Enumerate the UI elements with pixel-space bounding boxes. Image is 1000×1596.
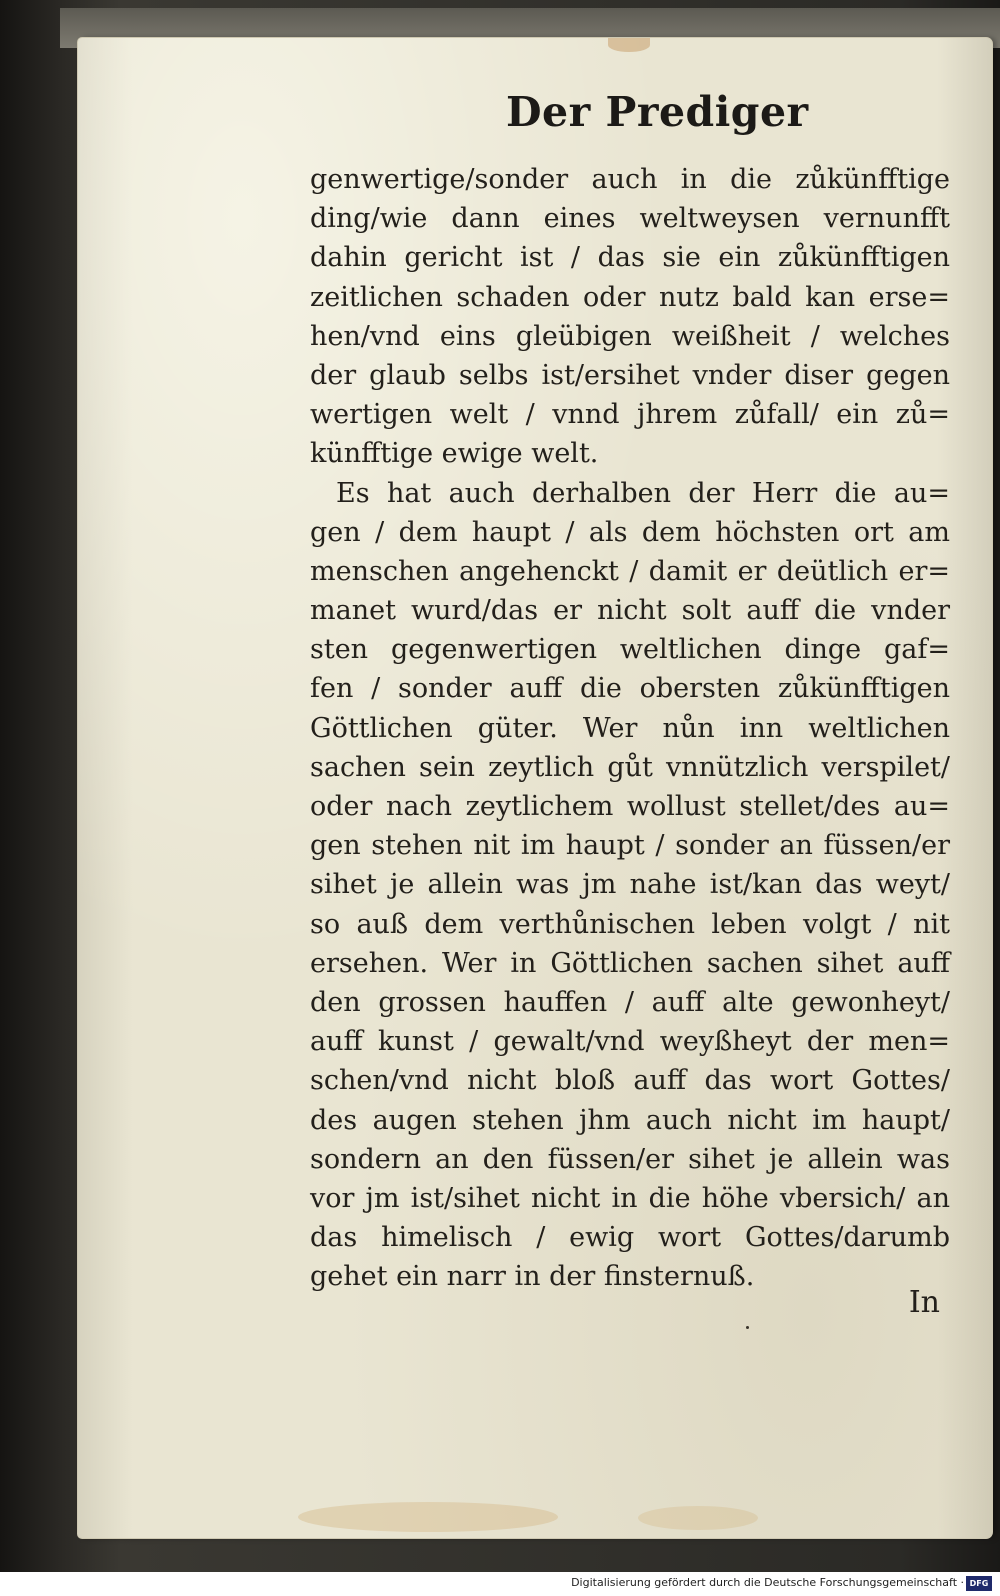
text-line: sihet je allein was jm nahe ist/kan das weyt/ bbox=[310, 869, 950, 901]
text-line: Göttlichen güter. Wer nůn inn weltlichen bbox=[310, 712, 950, 744]
page-stain-top bbox=[608, 38, 650, 52]
text-line: des augen stehen jhm auch nicht im haupt/ bbox=[310, 1104, 950, 1136]
catchword: In bbox=[908, 1285, 940, 1320]
text-line: genwertige/sonder auch in die zůkünfftige bbox=[310, 164, 950, 195]
running-head: Der Prediger bbox=[506, 88, 809, 136]
text-line: schen/vnd nicht bloß auff das wort Gottes/ bbox=[310, 1065, 950, 1097]
text-line: menschen angehenckt / damit er deütlich er= bbox=[310, 555, 950, 587]
text-line: ding/wie dann eines weltweysen vernunfft bbox=[310, 203, 950, 235]
text-line: auff kunst / gewalt/vnd weyßheyt der men= bbox=[310, 1026, 950, 1058]
text-line: manet wurd/das er nicht solt auff die vnder bbox=[310, 595, 950, 627]
ink-speck bbox=[746, 1326, 749, 1329]
text-line: der glaub selbs ist/ersihet vnder diser gegen bbox=[310, 359, 950, 391]
text-line: das himelisch / ewig wort Gottes/darumb bbox=[310, 1222, 950, 1254]
page-stain-bottom-right bbox=[638, 1506, 758, 1530]
text-line: zeitlichen schaden oder nutz bald kan erse= bbox=[310, 281, 950, 313]
text-line: Es hat auch derhalben der Herr die au= bbox=[336, 477, 950, 509]
text-line: so auß dem verthůnischen leben volgt / nit bbox=[310, 908, 950, 940]
page-stain-bottom bbox=[298, 1502, 558, 1532]
text-line: sachen sein zeytlich gůt vnnützlich verspilet/ bbox=[310, 751, 950, 783]
text-line: ersehen. Wer in Göttlichen sachen sihet auff bbox=[310, 947, 950, 979]
text-line: gen / dem haupt / als dem höchsten ort am bbox=[310, 516, 950, 548]
text-line: den grossen hauffen / auff alte gewonheyt/ bbox=[310, 986, 950, 1018]
text-line: sten gegenwertigen weltlichen dinge gaf= bbox=[310, 634, 950, 666]
text-line: oder nach zeytlichem wollust stellet/des au= bbox=[310, 791, 950, 822]
text-line: gen stehen nit im haupt / sonder an füssen/er bbox=[310, 830, 950, 862]
digitization-credit: Digitalisierung gefördert durch die Deutsche Forschungsgemeinschaft · bbox=[571, 1576, 964, 1589]
text-line: gehet ein narr in der finsternuß. bbox=[310, 1261, 755, 1293]
text-line: fen / sonder auff die obersten zůkünfftigen bbox=[310, 673, 950, 705]
text-line: vor jm ist/sihet nicht in die höhe vbersich/ an bbox=[310, 1182, 950, 1214]
text-line: hen/vnd eins gleübigen weißheit / welches bbox=[310, 320, 950, 352]
dfg-logo-icon: DFG bbox=[966, 1576, 992, 1591]
text-line: künfftige ewige welt. bbox=[310, 438, 599, 470]
body-text bbox=[310, 160, 950, 1296]
text-line: dahin gericht ist / das sie ein zůkünfftigen bbox=[310, 242, 950, 274]
text-line: wertigen welt / vnnd jhrem zůfall/ ein zů= bbox=[310, 399, 950, 431]
text-line: sondern an den füssen/er sihet je allein was bbox=[310, 1143, 950, 1175]
